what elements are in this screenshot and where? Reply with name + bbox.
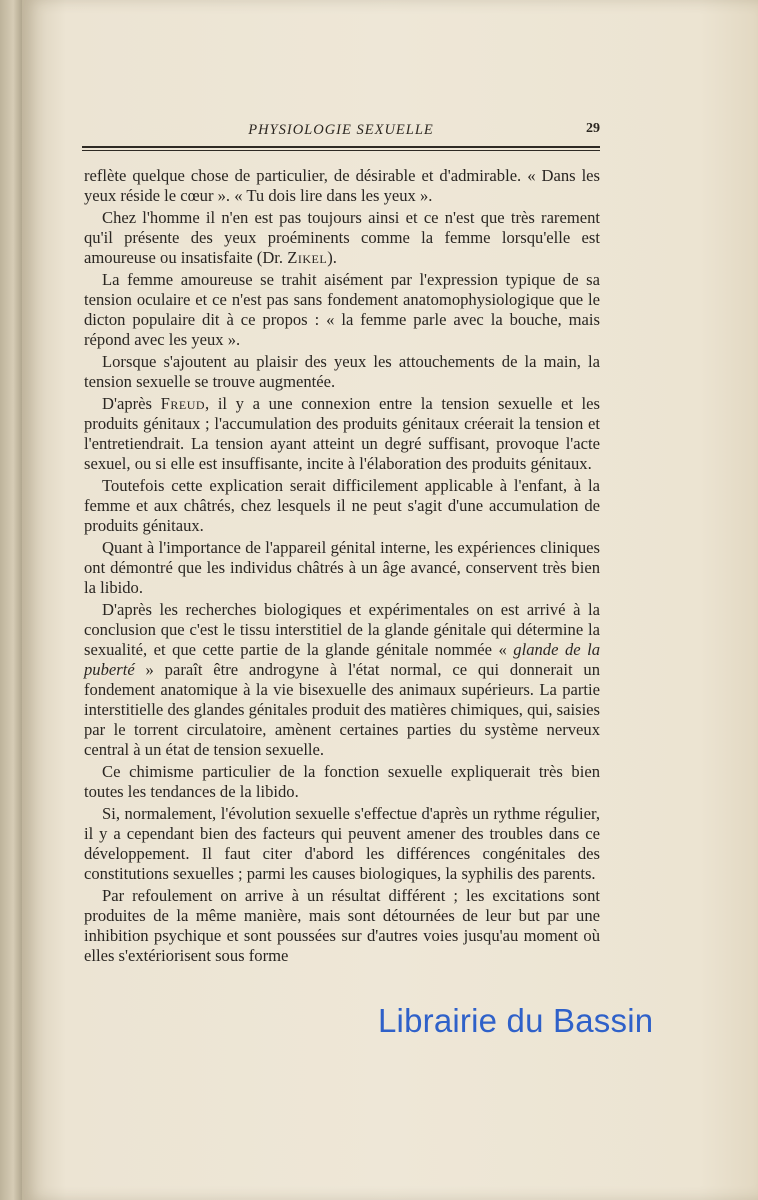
paragraph-2: La femme amoureuse se trahit aisément par l'expression typique de sa tension oculaire et ce n'est pas sans fondement anatomophysiologique que le dicton populaire dit à ce propos : « la femme parle avec la bouche, mais répond avec les yeux ».	[84, 270, 600, 349]
paragraph-7	[84, 600, 600, 760]
paragraph-7-start: D'après les recherches biologiques et expérimentales on est arrivé à la conclusion que c'est le tissu interstitiel de la glande génitale qui détermine la sexualité, et que cette partie de la glande génitale nommée «	[84, 600, 600, 659]
paragraph-7-rest: » paraît être androgyne à l'état normal, ce qui donnerait un fondement anatomique à la vie bisexuelle des animaux supérieurs. La partie interstitielle des glandes génitales produit des matières chimiques, qui, saisies par le torrent circulatoire, amènent certaines parties du système nerveux central à un état de tension sexuelle.	[84, 660, 600, 759]
paragraph-3: Lorsque s'ajoutent au plaisir des yeux les attouchements de la main, la tension sexuelle se trouve augmentée.	[84, 352, 600, 391]
paragraph-1	[84, 208, 600, 268]
watermark: Librairie du Bassin	[378, 1002, 654, 1039]
paragraph-1-end: ).	[327, 248, 337, 267]
body-text	[84, 166, 600, 968]
paragraph-0: reflète quelque chose de particulier, de désirable et d'admirable. « Dans les yeux réside le cœur ». « Tu dois lire dans les yeux ».	[84, 166, 600, 205]
paragraph-4-rest: , il y a une connexion entre la tension sexuelle et les produits génitaux ; l'accumulation des produits génitaux créerait la tension et l'entretiendrait. La tension ayant atteint un degré suffisant, provoque l'acte sexuel, ou si elle est insuffisante, incite à l'élaboration des produits génitaux.	[84, 394, 600, 473]
paragraph-10: Par refoulement on arrive à un résultat différent ; les excitations sont produites de la même manière, mais sont détournées de leur but par une inhibition psychique et sont poussées sur d'autres voies jusqu'au moment où elles s'extériorisent sous forme	[84, 886, 600, 965]
header-rule-thick	[82, 146, 600, 148]
author-name-zikel: Zikel	[287, 248, 328, 267]
paragraph-4-start: D'après	[102, 394, 152, 413]
page-header	[82, 120, 600, 140]
paragraph-6: Quant à l'importance de l'appareil génital interne, les expériences cliniques ont démontré que les individus châtrés à un âge avancé, conservent très bien la libido.	[84, 538, 600, 597]
header-rule-thin	[82, 150, 600, 151]
page-number: 29	[586, 121, 600, 136]
running-head: PHYSIOLOGIE SEXUELLE	[248, 122, 434, 138]
paragraph-4	[84, 394, 600, 474]
paragraph-8: Ce chimisme particulier de la fonction sexuelle expliquerait très bien toutes les tendances de la libido.	[84, 762, 600, 801]
italic-term: glande de la puberté	[84, 640, 600, 679]
paragraph-1-text: Chez l'homme il n'en est pas toujours ainsi et ce n'est que très rarement qu'il présente des yeux proéminents comme la femme lorsqu'elle est amoureuse ou insatisfaite (Dr.	[84, 208, 600, 267]
previous-page-edge	[0, 0, 24, 1200]
paragraph-9: Si, normalement, l'évolution sexuelle s'effectue d'après un rythme régulier, il y a cependant bien des facteurs qui peuvent amener des troubles dans ce développement. Il faut citer d'abord les différences congénitales des constitutions sexuelles ; parmi les causes biologiques, la syphilis des parents.	[84, 804, 600, 883]
author-name-freud: Freud	[160, 394, 206, 413]
paragraph-5: Toutefois cette explication serait difficilement applicable à l'enfant, à la femme et aux châtrés, chez lesquels il ne peut s'agit d'une accumulation de produits génitaux.	[84, 476, 600, 535]
